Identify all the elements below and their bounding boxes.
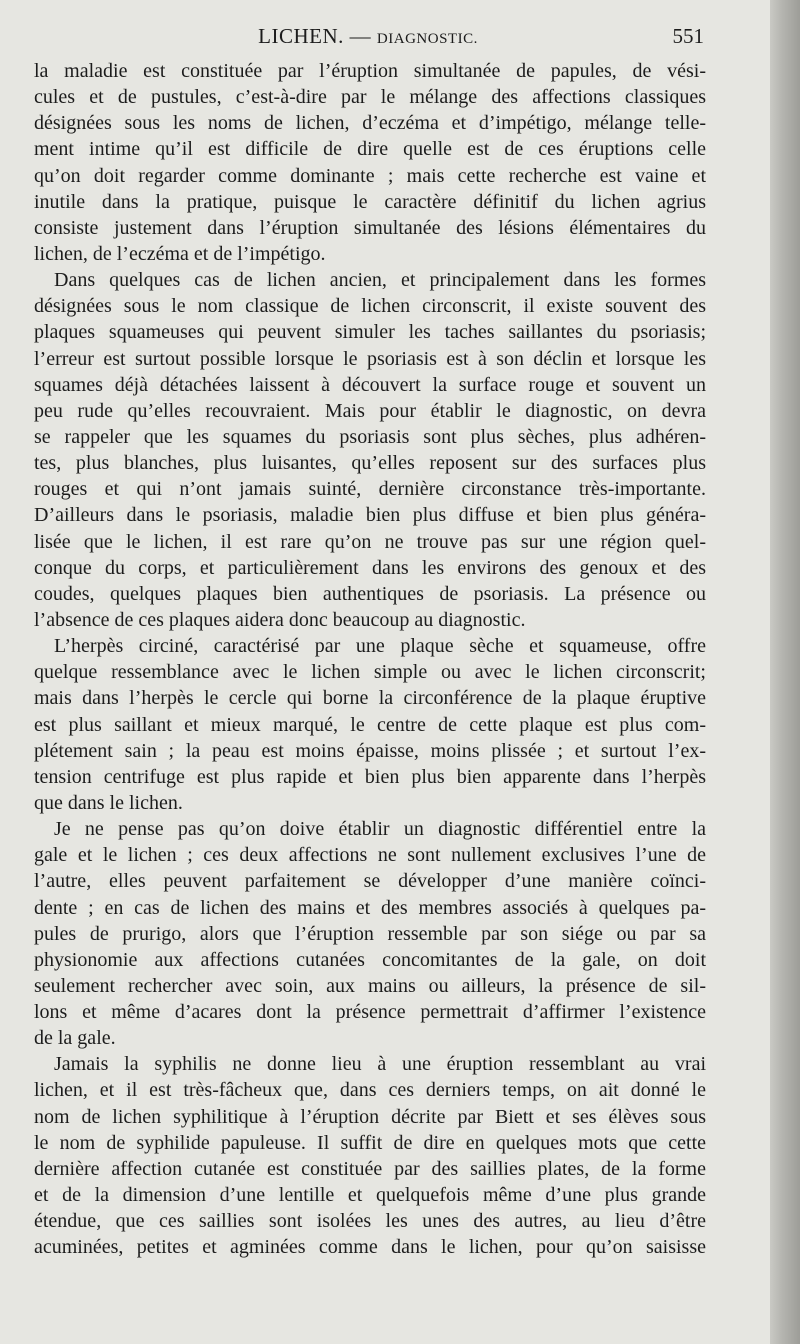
text-line: plétement sain ; la peau est moins épaisse, moins plissée ; et surtout l’ex- — [34, 739, 706, 762]
text-line: et de la dimension d’une lentille et quelquefois même d’une plus grande — [34, 1184, 706, 1207]
text-line: tension centrifuge est plus rapide et bien plus bien apparente dans l’herpès — [34, 765, 706, 788]
body-text — [34, 58, 706, 1260]
text-line: l’autre, elles peuvent parfaitement se développer d’une manière coïnci- — [34, 870, 706, 893]
text-line: désignées sous les noms de lichen, d’eczéma et d’impétigo, mélange telle- — [34, 112, 706, 135]
text-line: lisée que le lichen, il est rare qu’on ne trouve pas sur une région quel- — [34, 530, 706, 553]
text-line: peu rude qu’elles recouvraient. Mais pour établir le diagnostic, on devra — [34, 399, 706, 422]
text-line: lons et même d’acares dont la présence permettrait d’affirmer l’existence — [34, 1001, 706, 1024]
text-line: étendue, que ces saillies sont isolées les unes des autres, au lieu d’être — [34, 1210, 706, 1233]
text-line: D’ailleurs dans le psoriasis, maladie bien plus diffuse et bien plus généra- — [34, 504, 706, 527]
text-line: Je ne pense pas qu’on doive établir un diagnostic différentiel entre la — [54, 818, 706, 841]
text-line: la maladie est constituée par l’éruption simultanée de papules, de vési- — [34, 60, 706, 82]
text-line: physionomie aux affections cutanées concomitantes de la gale, on doit — [34, 948, 706, 971]
text-line: consiste justement dans l’éruption simultanée des lésions élémentaires du — [34, 216, 706, 239]
text-line: L’herpès circiné, caractérisé par une plaque sèche et squameuse, offre — [54, 635, 706, 658]
text-line: seulement rechercher avec soin, aux mains ou ailleurs, la présence de sil- — [34, 974, 706, 997]
text-line: lichen, de l’eczéma et de l’impétigo. — [34, 242, 326, 265]
text-line: est plus saillant et mieux marqué, le centre de cette plaque est plus com- — [34, 713, 706, 736]
text-line: squames déjà détachées laissent à découvert la surface rouge et souvent un — [34, 373, 706, 396]
text-line: pules de prurigo, alors que l’éruption ressemble par son siége ou par sa — [34, 922, 706, 945]
text-line: gale et le lichen ; ces deux affections ne sont nullement exclusives l’une de — [34, 844, 706, 867]
title-separator: — — [349, 24, 372, 48]
text-line: lichen, et il est très-fâcheux que, dans ces derniers temps, on ait donné le — [34, 1079, 706, 1102]
text-line: Dans quelques cas de lichen ancien, et principalement dans les formes — [54, 269, 706, 292]
section-title: DIAGNOSTIC. — [376, 31, 478, 47]
text-line: de la gale. — [34, 1027, 116, 1050]
text-line: coudes, quelques plaques bien authentiques de psoriasis. La présence ou — [34, 582, 706, 605]
text-line: mais dans l’herpès le cercle qui borne la circonférence de la plaque éruptive — [34, 687, 706, 710]
text-line: quelque ressemblance avec le lichen simple ou avec le lichen circonscrit; — [34, 661, 706, 684]
text-line: nom de lichen syphilitique à l’éruption décrite par Biett et ses élèves sous — [34, 1105, 706, 1128]
text-line: plaques squameuses qui peuvent simuler les taches saillantes du psoriasis; — [34, 321, 706, 344]
text-line: ment intime qu’il est difficile de dire quelle est de ces éruptions celle — [34, 138, 706, 161]
text-line: cules et de pustules, c’est-à-dire par le mélange des affections classiques — [34, 86, 706, 109]
running-header — [32, 24, 704, 54]
book-gutter — [770, 0, 800, 1344]
text-line: le nom de syphilide papuleuse. Il suffit de dire en quelques mots que cette — [34, 1131, 706, 1154]
text-line: se rappeler que les squames du psoriasis sont plus sèches, plus adhéren- — [34, 425, 706, 448]
text-line: dernière affection cutanée est constituée par des saillies plates, de la forme — [34, 1157, 706, 1180]
text-line: acuminées, petites et agminées comme dans le lichen, pour qu’on saisisse — [34, 1236, 706, 1259]
text-line: Jamais la syphilis ne donne lieu à une éruption ressemblant au vrai — [54, 1053, 706, 1076]
text-line: tes, plus blanches, plus luisantes, qu’elles reposent sur des surfaces plus — [34, 452, 706, 475]
page-number: 551 — [672, 24, 704, 48]
text-line: inutile dans la pratique, puisque le caractère définitif du lichen agrius — [34, 190, 706, 213]
text-line: désignées sous le nom classique de lichen circonscrit, il existe souvent des — [34, 295, 706, 318]
text-line: dente ; en cas de lichen des mains et des membres associés à quelques pa- — [34, 896, 706, 919]
text-line: rouges et qui n’ont jamais suinté, dernière circonstance très-importante. — [34, 478, 706, 501]
text-line: conque du corps, et particulièrement dans les environs des genoux et des — [34, 556, 706, 579]
running-title — [32, 24, 704, 49]
text-line: l’erreur est surtout possible lorsque le psoriasis est à son déclin et lorsque les — [34, 347, 706, 370]
text-line: que dans le lichen. — [34, 791, 183, 814]
chapter-title: LICHEN. — [258, 24, 344, 48]
text-line: qu’on doit regarder comme dominante ; mais cette recherche est vaine et — [34, 164, 706, 187]
text-line: l’absence de ces plaques aidera donc beaucoup au diagnostic. — [34, 608, 526, 631]
